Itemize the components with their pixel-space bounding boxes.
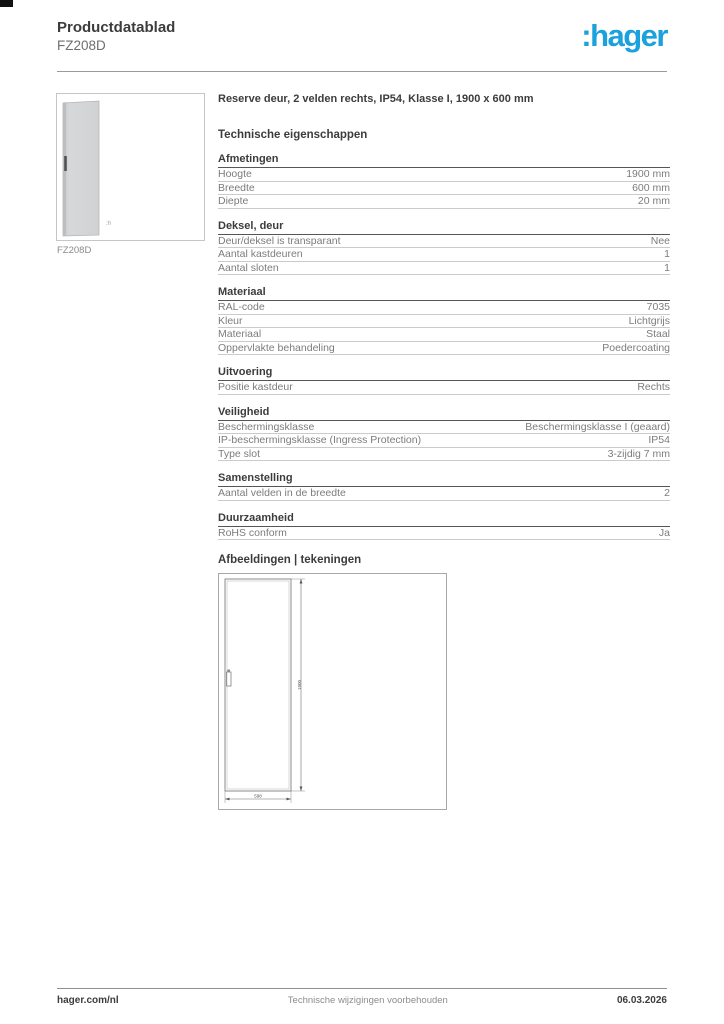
tech-sections [218,153,670,540]
spec-section-title: Samenstelling [218,472,670,487]
spec-value: 1 [664,261,670,274]
spec-section [218,153,670,209]
tech-properties-heading: Technische eigenschappen [218,129,368,141]
spec-value: Nee [650,234,670,247]
spec-label: Aantal kastdeuren [218,248,303,261]
drawings-heading: Afbeeldingen | tekeningen [218,554,362,566]
spec-row [218,301,670,315]
spec-row [218,195,670,209]
spec-value: IP54 [648,434,670,447]
spec-row [218,381,670,395]
width-dimension-label: 598 [254,793,262,799]
spec-label: Deur/deksel is transparant [218,234,341,247]
spec-label: Positie kastdeur [218,381,293,394]
spec-row [218,448,670,462]
spec-value: Staal [646,328,670,341]
spec-row [218,262,670,276]
spec-section [218,512,670,541]
spec-value: Ja [658,526,670,539]
spec-section-title: Duurzaamheid [218,512,670,527]
spec-section [218,472,670,501]
content-column [218,92,670,810]
page-header [57,18,667,55]
footer-website-link[interactable]: hager.com/nl [57,995,119,1006]
spec-section [218,220,670,276]
spec-row [218,182,670,196]
spec-row [218,487,670,501]
spec-label: RAL-code [218,301,265,314]
spec-value: 1 [664,248,670,261]
spec-label: Aantal sloten [218,261,279,274]
height-dimension-label: 1900 [297,679,302,691]
spec-value: 2 [664,487,670,500]
spec-label: Diepte [218,195,249,208]
print-crop-mark [0,0,13,7]
door-photo-graphic [57,94,204,240]
spec-section-title: Veiligheid [218,406,670,421]
spec-label: IP-beschermingsklasse (Ingress Protection) [218,434,422,447]
spec-value: Rechts [637,381,670,394]
spec-value: 1900 mm [626,168,670,181]
product-reference: FZ208D [57,38,106,53]
spec-label: Kleur [218,314,243,327]
footer-disclaimer: Technische wijzigingen voorbehouden [287,995,448,1006]
spec-row [218,527,670,541]
footer-date: 06.03.2026 [616,995,667,1006]
header-divider [57,71,667,72]
spec-label: Oppervlakte behandeling [218,341,335,354]
door-handle [64,156,67,171]
spec-row [218,315,670,329]
door-watermark: :h [106,221,112,227]
spec-section-title: Afmetingen [218,153,670,168]
spec-section-title: Materiaal [218,286,670,301]
spec-row [218,342,670,356]
spec-label: Materiaal [218,328,262,341]
spec-value: 7035 [646,301,670,314]
technical-drawing [218,573,447,810]
spec-label: Hoogte [218,168,252,181]
product-image [56,93,205,241]
spec-row [218,248,670,262]
spec-section [218,286,670,355]
spec-section [218,406,670,462]
spec-label: Breedte [218,181,255,194]
spec-label: Beschermingsklasse [218,420,315,433]
spec-label: Type slot [218,447,261,460]
spec-row [218,328,670,342]
spec-row [218,168,670,182]
door-drawing-graphic [219,574,446,809]
spec-section-title: Uitvoering [218,366,670,381]
spec-value: 600 mm [632,181,670,194]
spec-value: 3-zijdig 7 mm [607,447,670,460]
spec-label: RoHS conform [218,526,287,539]
product-image-caption: FZ208D [57,245,92,256]
product-description: Reserve deur, 2 velden rechts, IP54, Klasse I, 1900 x 600 mm [218,93,534,105]
spec-row [218,434,670,448]
spec-row [218,235,670,249]
spec-value: Beschermingsklasse I (geaard) [525,420,670,433]
spec-value: 20 mm [637,195,670,208]
hager-logo: :hager [581,18,667,53]
spec-value: Poedercoating [602,341,670,354]
page-footer [57,995,667,1006]
spec-label: Aantal velden in de breedte [218,487,346,500]
spec-row [218,421,670,435]
spec-section-title: Deksel, deur [218,220,670,235]
footer-divider [57,988,667,989]
spec-value: Lichtgrijs [628,314,670,327]
page-title: Productdatablad [57,19,176,36]
spec-section [218,366,670,395]
